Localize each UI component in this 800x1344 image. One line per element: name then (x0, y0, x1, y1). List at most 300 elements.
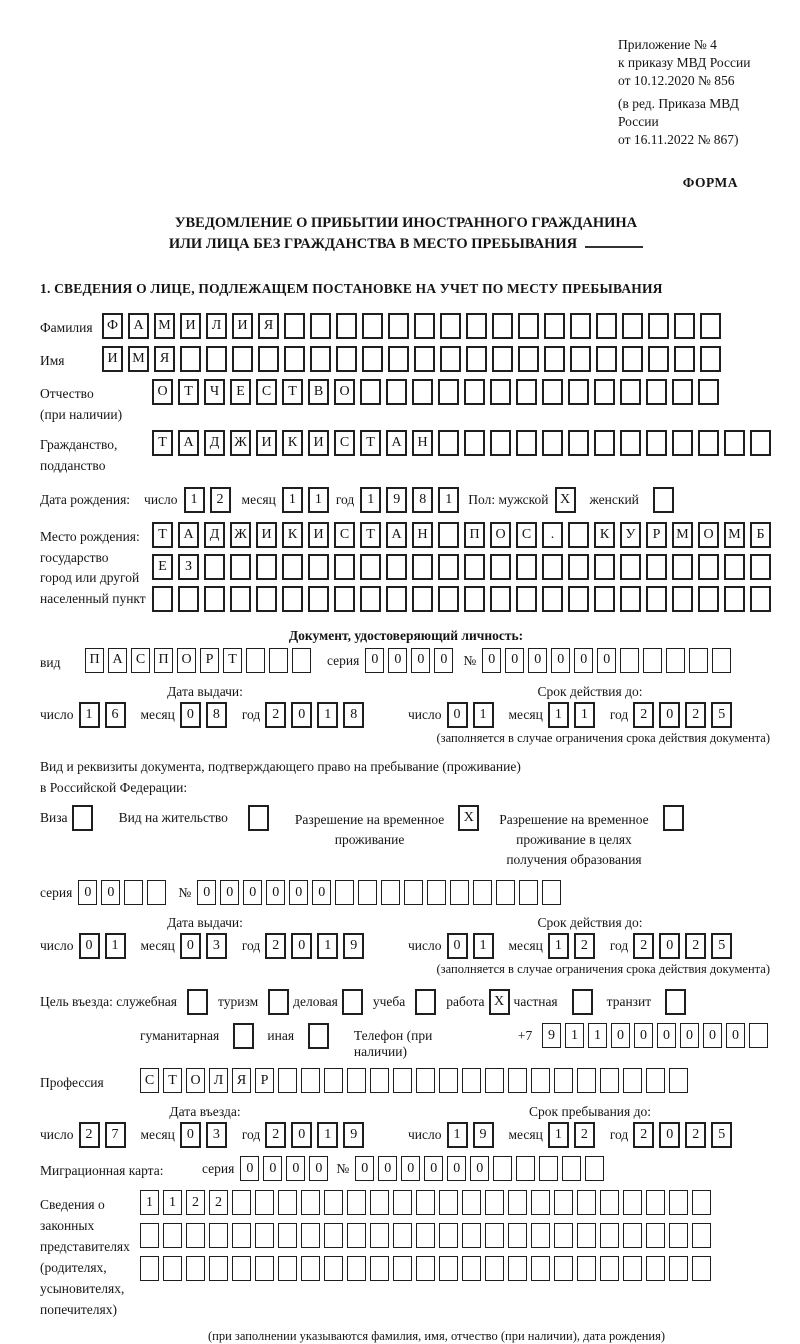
char-box[interactable] (370, 1068, 389, 1093)
char-box[interactable]: Т (163, 1068, 182, 1093)
char-box[interactable]: 0 (243, 880, 262, 905)
char-box[interactable] (440, 346, 461, 372)
char-box[interactable]: 0 (505, 648, 524, 673)
char-box[interactable] (516, 586, 537, 612)
char-box[interactable]: З (178, 554, 199, 580)
char-box[interactable] (163, 1256, 182, 1281)
char-box[interactable] (672, 379, 693, 405)
char-box[interactable] (577, 1068, 596, 1093)
char-box[interactable]: 0 (180, 933, 201, 959)
char-box[interactable]: 2 (633, 1122, 654, 1148)
char-box[interactable] (347, 1068, 366, 1093)
char-box[interactable] (335, 880, 354, 905)
char-box[interactable] (416, 1256, 435, 1281)
char-box[interactable] (412, 586, 433, 612)
char-box[interactable]: К (282, 430, 303, 456)
char-box[interactable]: 0 (289, 880, 308, 905)
char-box[interactable]: 0 (197, 880, 216, 905)
char-box[interactable]: 0 (680, 1023, 699, 1048)
char-box[interactable] (381, 880, 400, 905)
char-box[interactable] (669, 1256, 688, 1281)
char-box[interactable] (440, 313, 461, 339)
char-box[interactable] (663, 805, 684, 831)
char-box[interactable] (438, 430, 459, 456)
char-box[interactable] (209, 1223, 228, 1248)
char-box[interactable]: О (177, 648, 196, 673)
char-box[interactable] (336, 313, 357, 339)
char-box[interactable]: 9 (473, 1122, 494, 1148)
char-box[interactable] (186, 1223, 205, 1248)
char-box[interactable] (416, 1223, 435, 1248)
char-box[interactable]: 0 (659, 702, 680, 728)
char-box[interactable] (416, 1190, 435, 1215)
char-box[interactable] (750, 586, 771, 612)
char-box[interactable] (554, 1190, 573, 1215)
char-box[interactable] (568, 430, 589, 456)
char-box[interactable] (485, 1256, 504, 1281)
char-box[interactable]: 2 (210, 487, 231, 513)
char-box[interactable] (464, 554, 485, 580)
char-box[interactable] (255, 1190, 274, 1215)
char-box[interactable] (493, 1156, 512, 1181)
char-box[interactable]: 0 (659, 1122, 680, 1148)
char-box[interactable]: 1 (438, 487, 459, 513)
char-box[interactable] (282, 554, 303, 580)
char-box[interactable] (516, 1156, 535, 1181)
char-box[interactable] (568, 586, 589, 612)
char-box[interactable] (669, 1190, 688, 1215)
char-box[interactable]: 2 (265, 702, 286, 728)
char-box[interactable]: И (256, 430, 277, 456)
char-box[interactable] (620, 648, 639, 673)
char-box[interactable] (570, 346, 591, 372)
char-box[interactable] (473, 880, 492, 905)
char-box[interactable] (301, 1190, 320, 1215)
char-box[interactable] (490, 586, 511, 612)
char-box[interactable] (623, 1256, 642, 1281)
char-box[interactable]: 0 (401, 1156, 420, 1181)
char-box[interactable] (360, 586, 381, 612)
char-box[interactable] (347, 1223, 366, 1248)
char-box[interactable] (594, 586, 615, 612)
char-box[interactable]: 0 (574, 648, 593, 673)
char-box[interactable]: 1 (282, 487, 303, 513)
char-box[interactable] (692, 1223, 711, 1248)
char-box[interactable] (577, 1256, 596, 1281)
char-box[interactable] (347, 1256, 366, 1281)
char-box[interactable]: А (178, 430, 199, 456)
char-box[interactable] (347, 1190, 366, 1215)
char-box[interactable] (358, 880, 377, 905)
char-box[interactable] (206, 346, 227, 372)
char-box[interactable] (248, 805, 269, 831)
char-box[interactable]: 2 (633, 933, 654, 959)
char-box[interactable]: 3 (206, 1122, 227, 1148)
char-box[interactable] (438, 379, 459, 405)
char-box[interactable] (585, 1156, 604, 1181)
char-box[interactable] (163, 1223, 182, 1248)
char-box[interactable] (692, 1190, 711, 1215)
char-box[interactable]: Ч (204, 379, 225, 405)
char-box[interactable] (508, 1068, 527, 1093)
char-box[interactable] (620, 586, 641, 612)
char-box[interactable]: 0 (291, 702, 312, 728)
char-box[interactable]: 0 (411, 648, 430, 673)
char-box[interactable] (412, 554, 433, 580)
char-box[interactable]: 0 (703, 1023, 722, 1048)
char-box[interactable] (269, 648, 288, 673)
char-box[interactable] (438, 554, 459, 580)
char-box[interactable]: О (186, 1068, 205, 1093)
char-box[interactable] (466, 346, 487, 372)
char-box[interactable] (464, 430, 485, 456)
char-box[interactable]: Ж (230, 430, 251, 456)
char-box[interactable]: 0 (657, 1023, 676, 1048)
char-box[interactable]: О (490, 522, 511, 548)
char-box[interactable]: 0 (634, 1023, 653, 1048)
char-box[interactable] (518, 313, 539, 339)
char-box[interactable]: X (458, 805, 479, 831)
char-box[interactable]: 2 (633, 702, 654, 728)
char-box[interactable] (669, 1223, 688, 1248)
char-box[interactable] (518, 346, 539, 372)
char-box[interactable] (542, 430, 563, 456)
char-box[interactable] (669, 1068, 688, 1093)
char-box[interactable] (393, 1256, 412, 1281)
char-box[interactable]: М (724, 522, 745, 548)
char-box[interactable] (653, 487, 674, 513)
char-box[interactable]: 0 (447, 1156, 466, 1181)
char-box[interactable] (178, 586, 199, 612)
char-box[interactable] (152, 586, 173, 612)
char-box[interactable]: С (516, 522, 537, 548)
char-box[interactable] (232, 1256, 251, 1281)
char-box[interactable]: Е (152, 554, 173, 580)
char-box[interactable] (623, 1190, 642, 1215)
char-box[interactable] (577, 1190, 596, 1215)
char-box[interactable] (485, 1190, 504, 1215)
char-box[interactable] (232, 346, 253, 372)
char-box[interactable]: К (282, 522, 303, 548)
char-box[interactable]: 0 (551, 648, 570, 673)
char-box[interactable]: X (555, 487, 576, 513)
char-box[interactable]: 0 (355, 1156, 374, 1181)
char-box[interactable]: 0 (597, 648, 616, 673)
char-box[interactable] (542, 880, 561, 905)
char-box[interactable] (594, 430, 615, 456)
char-box[interactable] (187, 989, 208, 1015)
char-box[interactable] (204, 554, 225, 580)
char-box[interactable] (301, 1256, 320, 1281)
char-box[interactable]: И (102, 346, 123, 372)
char-box[interactable] (255, 1256, 274, 1281)
char-box[interactable] (416, 1068, 435, 1093)
char-box[interactable] (646, 1256, 665, 1281)
char-box[interactable]: Н (412, 522, 433, 548)
char-box[interactable]: 1 (317, 1122, 338, 1148)
char-box[interactable] (672, 586, 693, 612)
char-box[interactable]: 1 (360, 487, 381, 513)
char-box[interactable] (623, 1068, 642, 1093)
char-box[interactable] (620, 554, 641, 580)
char-box[interactable] (531, 1190, 550, 1215)
char-box[interactable] (308, 554, 329, 580)
char-box[interactable] (124, 880, 143, 905)
char-box[interactable] (544, 346, 565, 372)
char-box[interactable] (393, 1190, 412, 1215)
char-box[interactable] (462, 1190, 481, 1215)
char-box[interactable]: 0 (447, 702, 468, 728)
char-box[interactable] (386, 586, 407, 612)
char-box[interactable] (438, 522, 459, 548)
char-box[interactable]: Ж (230, 522, 251, 548)
char-box[interactable]: 1 (105, 933, 126, 959)
char-box[interactable]: 9 (542, 1023, 561, 1048)
char-box[interactable]: 3 (206, 933, 227, 959)
char-box[interactable] (750, 554, 771, 580)
char-box[interactable] (209, 1256, 228, 1281)
char-box[interactable] (72, 805, 93, 831)
char-box[interactable] (485, 1068, 504, 1093)
char-box[interactable] (324, 1223, 343, 1248)
char-box[interactable] (282, 586, 303, 612)
char-box[interactable] (180, 346, 201, 372)
char-box[interactable] (570, 313, 591, 339)
char-box[interactable]: И (308, 430, 329, 456)
char-box[interactable]: И (232, 313, 253, 339)
char-box[interactable] (485, 1223, 504, 1248)
char-box[interactable]: М (154, 313, 175, 339)
char-box[interactable]: Н (412, 430, 433, 456)
char-box[interactable]: 0 (220, 880, 239, 905)
char-box[interactable] (698, 379, 719, 405)
char-box[interactable]: 0 (180, 702, 201, 728)
char-box[interactable]: А (178, 522, 199, 548)
char-box[interactable] (577, 1223, 596, 1248)
char-box[interactable]: 0 (180, 1122, 201, 1148)
char-box[interactable] (554, 1068, 573, 1093)
char-box[interactable] (324, 1256, 343, 1281)
char-box[interactable]: А (108, 648, 127, 673)
char-box[interactable]: 0 (434, 648, 453, 673)
char-box[interactable] (594, 554, 615, 580)
char-box[interactable]: Б (750, 522, 771, 548)
char-box[interactable] (204, 586, 225, 612)
char-box[interactable]: 0 (388, 648, 407, 673)
char-box[interactable] (700, 346, 721, 372)
char-box[interactable] (531, 1068, 550, 1093)
char-box[interactable] (232, 1223, 251, 1248)
char-box[interactable]: К (594, 522, 615, 548)
char-box[interactable]: 9 (343, 1122, 364, 1148)
char-box[interactable] (386, 379, 407, 405)
char-box[interactable]: 5 (711, 933, 732, 959)
char-box[interactable]: 0 (378, 1156, 397, 1181)
char-box[interactable] (284, 313, 305, 339)
char-box[interactable] (516, 554, 537, 580)
char-box[interactable]: 1 (473, 933, 494, 959)
char-box[interactable] (439, 1256, 458, 1281)
char-box[interactable] (462, 1223, 481, 1248)
char-box[interactable]: Л (209, 1068, 228, 1093)
char-box[interactable] (724, 554, 745, 580)
char-box[interactable]: Я (154, 346, 175, 372)
char-box[interactable] (370, 1256, 389, 1281)
char-box[interactable]: 0 (291, 1122, 312, 1148)
char-box[interactable]: Е (230, 379, 251, 405)
char-box[interactable]: 0 (240, 1156, 259, 1181)
char-box[interactable] (301, 1223, 320, 1248)
char-box[interactable]: 2 (186, 1190, 205, 1215)
char-box[interactable] (336, 346, 357, 372)
char-box[interactable] (516, 379, 537, 405)
char-box[interactable]: 2 (685, 702, 706, 728)
char-box[interactable] (230, 586, 251, 612)
char-box[interactable]: 0 (611, 1023, 630, 1048)
char-box[interactable]: 9 (386, 487, 407, 513)
char-box[interactable]: В (308, 379, 329, 405)
char-box[interactable] (233, 1023, 254, 1049)
char-box[interactable]: 6 (105, 702, 126, 728)
char-box[interactable] (600, 1190, 619, 1215)
char-box[interactable]: 0 (312, 880, 331, 905)
char-box[interactable]: Т (360, 430, 381, 456)
char-box[interactable] (568, 379, 589, 405)
char-box[interactable]: Т (282, 379, 303, 405)
char-box[interactable]: О (152, 379, 173, 405)
char-box[interactable] (750, 430, 771, 456)
char-box[interactable] (542, 554, 563, 580)
char-box[interactable] (334, 586, 355, 612)
char-box[interactable] (292, 648, 311, 673)
char-box[interactable] (414, 313, 435, 339)
char-box[interactable] (324, 1190, 343, 1215)
char-box[interactable] (508, 1223, 527, 1248)
char-box[interactable]: О (334, 379, 355, 405)
char-box[interactable]: 1 (184, 487, 205, 513)
char-box[interactable] (140, 1256, 159, 1281)
char-box[interactable]: П (85, 648, 104, 673)
char-box[interactable]: 0 (424, 1156, 443, 1181)
char-box[interactable] (496, 880, 515, 905)
char-box[interactable] (256, 554, 277, 580)
char-box[interactable] (646, 430, 667, 456)
char-box[interactable] (393, 1223, 412, 1248)
char-box[interactable] (572, 989, 593, 1015)
char-box[interactable]: Т (152, 430, 173, 456)
char-box[interactable]: 1 (79, 702, 100, 728)
char-box[interactable] (278, 1190, 297, 1215)
char-box[interactable] (370, 1190, 389, 1215)
char-box[interactable]: X (489, 989, 510, 1015)
char-box[interactable] (622, 346, 643, 372)
char-box[interactable] (342, 989, 363, 1015)
char-box[interactable] (749, 1023, 768, 1048)
char-box[interactable] (596, 313, 617, 339)
char-box[interactable]: 0 (309, 1156, 328, 1181)
char-box[interactable]: 0 (447, 933, 468, 959)
char-box[interactable] (620, 379, 641, 405)
char-box[interactable] (256, 586, 277, 612)
char-box[interactable] (462, 1256, 481, 1281)
char-box[interactable]: 5 (711, 702, 732, 728)
char-box[interactable]: 1 (548, 702, 569, 728)
char-box[interactable] (600, 1256, 619, 1281)
char-box[interactable]: Р (255, 1068, 274, 1093)
char-box[interactable] (568, 522, 589, 548)
char-box[interactable]: Д (204, 522, 225, 548)
char-box[interactable] (415, 989, 436, 1015)
char-box[interactable] (674, 346, 695, 372)
char-box[interactable] (464, 586, 485, 612)
char-box[interactable]: 1 (447, 1122, 468, 1148)
char-box[interactable] (255, 1223, 274, 1248)
char-box[interactable] (643, 648, 662, 673)
char-box[interactable] (648, 346, 669, 372)
char-box[interactable] (594, 379, 615, 405)
char-box[interactable] (689, 648, 708, 673)
char-box[interactable] (284, 346, 305, 372)
char-box[interactable] (412, 379, 433, 405)
char-box[interactable] (666, 648, 685, 673)
char-box[interactable]: 0 (78, 880, 97, 905)
char-box[interactable]: 1 (317, 933, 338, 959)
char-box[interactable] (278, 1223, 297, 1248)
char-box[interactable] (490, 430, 511, 456)
char-box[interactable] (698, 430, 719, 456)
char-box[interactable] (466, 313, 487, 339)
char-box[interactable]: Т (178, 379, 199, 405)
char-box[interactable]: 0 (266, 880, 285, 905)
char-box[interactable]: . (542, 522, 563, 548)
char-box[interactable] (698, 554, 719, 580)
char-box[interactable] (568, 554, 589, 580)
char-box[interactable] (646, 379, 667, 405)
char-box[interactable]: Р (646, 522, 667, 548)
char-box[interactable] (386, 554, 407, 580)
char-box[interactable] (596, 346, 617, 372)
char-box[interactable] (554, 1256, 573, 1281)
char-box[interactable]: 1 (473, 702, 494, 728)
char-box[interactable] (623, 1223, 642, 1248)
char-box[interactable]: А (128, 313, 149, 339)
char-box[interactable] (492, 313, 513, 339)
char-box[interactable] (712, 648, 731, 673)
char-box[interactable] (665, 989, 686, 1015)
char-box[interactable]: 0 (726, 1023, 745, 1048)
char-box[interactable] (246, 648, 265, 673)
char-box[interactable]: М (672, 522, 693, 548)
char-box[interactable]: 2 (209, 1190, 228, 1215)
char-box[interactable] (268, 989, 289, 1015)
char-box[interactable]: 8 (412, 487, 433, 513)
char-box[interactable]: П (464, 522, 485, 548)
char-box[interactable]: И (256, 522, 277, 548)
char-box[interactable] (508, 1190, 527, 1215)
char-box[interactable] (462, 1068, 481, 1093)
char-box[interactable]: 2 (265, 933, 286, 959)
char-box[interactable] (464, 379, 485, 405)
char-box[interactable] (539, 1156, 558, 1181)
char-box[interactable] (324, 1068, 343, 1093)
char-box[interactable] (308, 1023, 329, 1049)
char-box[interactable]: П (154, 648, 173, 673)
char-box[interactable]: С (131, 648, 150, 673)
char-box[interactable]: 1 (140, 1190, 159, 1215)
char-box[interactable]: Л (206, 313, 227, 339)
char-box[interactable]: Т (152, 522, 173, 548)
char-box[interactable] (362, 313, 383, 339)
